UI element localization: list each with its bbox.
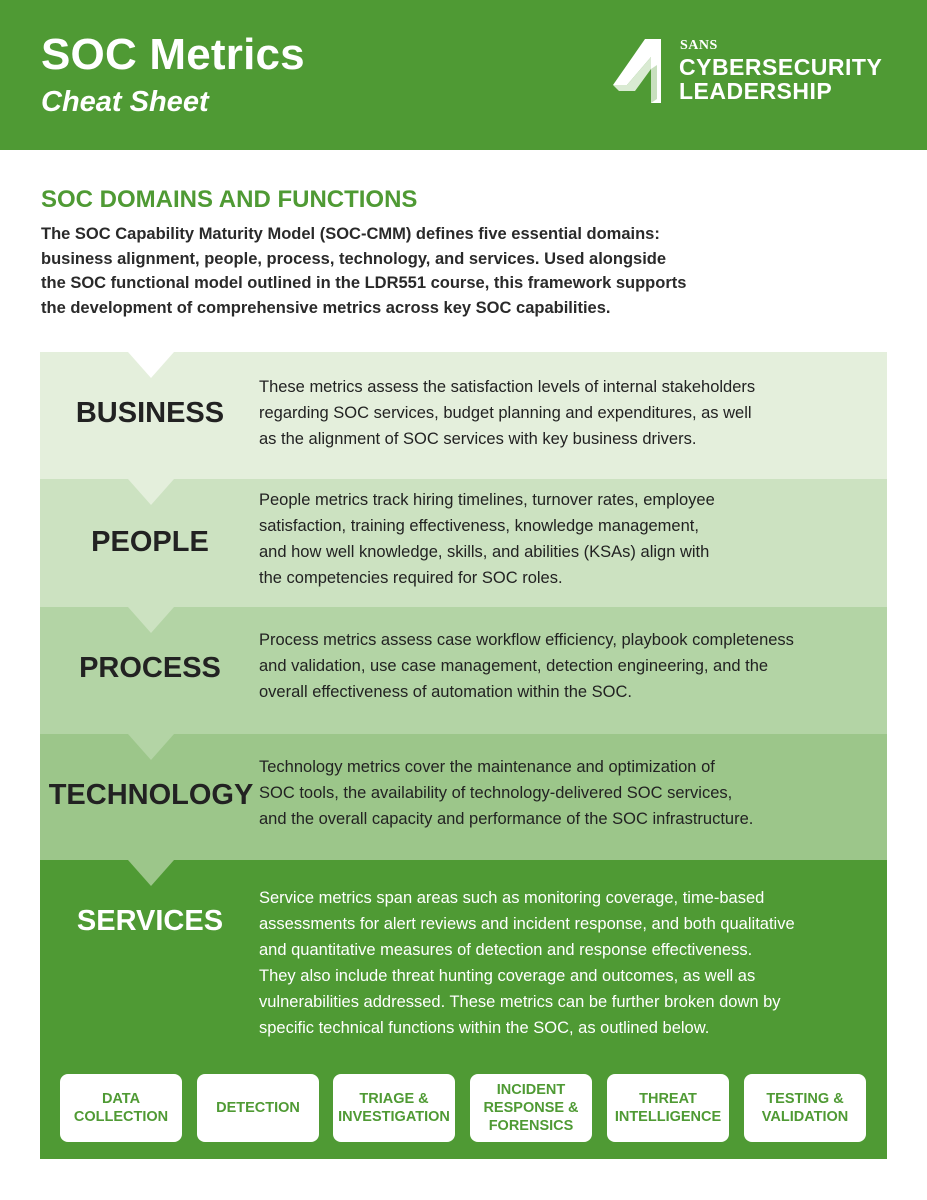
- sans-logo: [613, 36, 893, 106]
- description-line: SOC tools, the availability of technology-delivered SOC services,: [259, 784, 733, 802]
- description-line: assessments for alert reviews and incident response, and both qualitative: [259, 915, 795, 933]
- description-line: These metrics assess the satisfaction levels of internal stakeholders: [259, 378, 756, 396]
- intro-line: the development of comprehensive metrics across key SOC capabilities.: [41, 298, 611, 317]
- logo-leadership-text: LEADERSHIP: [679, 78, 833, 104]
- section-heading: SOC DOMAINS AND FUNCTIONS: [41, 186, 418, 213]
- domain-band-people: [40, 479, 887, 607]
- down-arrow-icon: [128, 860, 174, 886]
- domain-band-business: [40, 352, 887, 479]
- description-line: overall effectiveness of automation within the SOC.: [259, 683, 632, 701]
- down-arrow-icon: [128, 352, 174, 378]
- function-card-detection: [197, 1074, 319, 1142]
- function-label-line: THREAT: [639, 1091, 697, 1107]
- domain-description: [259, 487, 869, 591]
- logo-sans-text: SANS: [680, 38, 718, 53]
- function-card-incident-response-forensics: [470, 1074, 592, 1142]
- down-arrow-icon: [128, 479, 174, 505]
- domain-band-technology: [40, 734, 887, 860]
- soc-functions-row: [60, 1074, 870, 1142]
- logo-cybersecurity-text: CYBERSECURITY: [679, 54, 883, 80]
- description-line: and validation, use case management, detection engineering, and the: [259, 657, 769, 675]
- function-label-line: DATA: [101, 1091, 141, 1107]
- intro-line: The SOC Capability Maturity Model (SOC-CMM) defines five essential domains:: [41, 225, 660, 243]
- function-label-line: RESPONSE &: [483, 1100, 579, 1116]
- function-label-line: INVESTIGATION: [338, 1109, 450, 1125]
- description-line: and the overall capacity and performance of the SOC infrastructure.: [259, 810, 754, 828]
- description-line: regarding SOC services, budget planning and expenditures, as well: [259, 404, 752, 422]
- page-title: SOC Metrics: [41, 30, 305, 79]
- intro-paragraph: [41, 222, 721, 320]
- function-label-line: INTELLIGENCE: [614, 1109, 722, 1125]
- domain-band-process: [40, 607, 887, 734]
- header-banner: [0, 0, 927, 150]
- function-label-line: TESTING &: [766, 1091, 844, 1107]
- intro-line: the SOC functional model outlined in the LDR551 course, this framework supports: [41, 274, 687, 292]
- function-label-line: COLLECTION: [73, 1109, 169, 1125]
- page-subtitle: Cheat Sheet: [41, 86, 209, 118]
- description-line: Technology metrics cover the maintenance and optimization of: [259, 758, 715, 776]
- function-label-line: TRIAGE &: [359, 1091, 429, 1107]
- down-arrow-icon: [128, 607, 174, 633]
- function-label-line: FORENSICS: [488, 1118, 574, 1134]
- intro-line: business alignment, people, process, technology, and services. Used alongside: [41, 249, 667, 268]
- function-card-testing-validation: [744, 1074, 866, 1142]
- description-line: They also include threat hunting coverage and outcomes, as well as: [259, 967, 756, 985]
- function-label-line: DETECTION: [216, 1100, 300, 1116]
- domain-name: TECHNOLOGY: [48, 779, 254, 811]
- function-label-line: VALIDATION: [761, 1109, 849, 1125]
- description-line: the competencies required for SOC roles.: [259, 569, 563, 587]
- down-arrow-icon: [128, 734, 174, 760]
- domain-name: PEOPLE: [91, 526, 209, 558]
- function-label-line: INCIDENT: [496, 1082, 566, 1098]
- domain-description: [259, 754, 869, 832]
- description-line: vulnerabilities addressed. These metrics can be further broken down by: [259, 993, 781, 1011]
- domain-band-services: [40, 860, 887, 1159]
- domain-description: [259, 885, 874, 1041]
- function-card-threat-intelligence: [607, 1074, 729, 1142]
- function-card-data-collection: [60, 1074, 182, 1142]
- description-line: satisfaction, training effectiveness, knowledge management,: [259, 517, 699, 535]
- function-card-triage-investigation: [333, 1074, 455, 1142]
- description-line: as the alignment of SOC services with key business drivers.: [259, 430, 697, 448]
- description-line: and quantitative measures of detection and response effectiveness.: [259, 941, 753, 959]
- domain-name: PROCESS: [79, 652, 221, 684]
- description-line: Process metrics assess case workflow efficiency, playbook completeness: [259, 631, 794, 649]
- sans-leadership-logo-icon: [613, 39, 667, 103]
- domain-description: [259, 627, 869, 705]
- description-line: People metrics track hiring timelines, turnover rates, employee: [259, 491, 715, 509]
- domain-name: SERVICES: [76, 905, 224, 937]
- description-line: specific technical functions within the SOC, as outlined below.: [259, 1019, 710, 1037]
- domain-name: BUSINESS: [75, 397, 225, 429]
- description-line: and how well knowledge, skills, and abilities (KSAs) align with: [259, 543, 710, 561]
- domain-description: [259, 374, 869, 452]
- description-line: Service metrics span areas such as monitoring coverage, time-based: [259, 889, 765, 907]
